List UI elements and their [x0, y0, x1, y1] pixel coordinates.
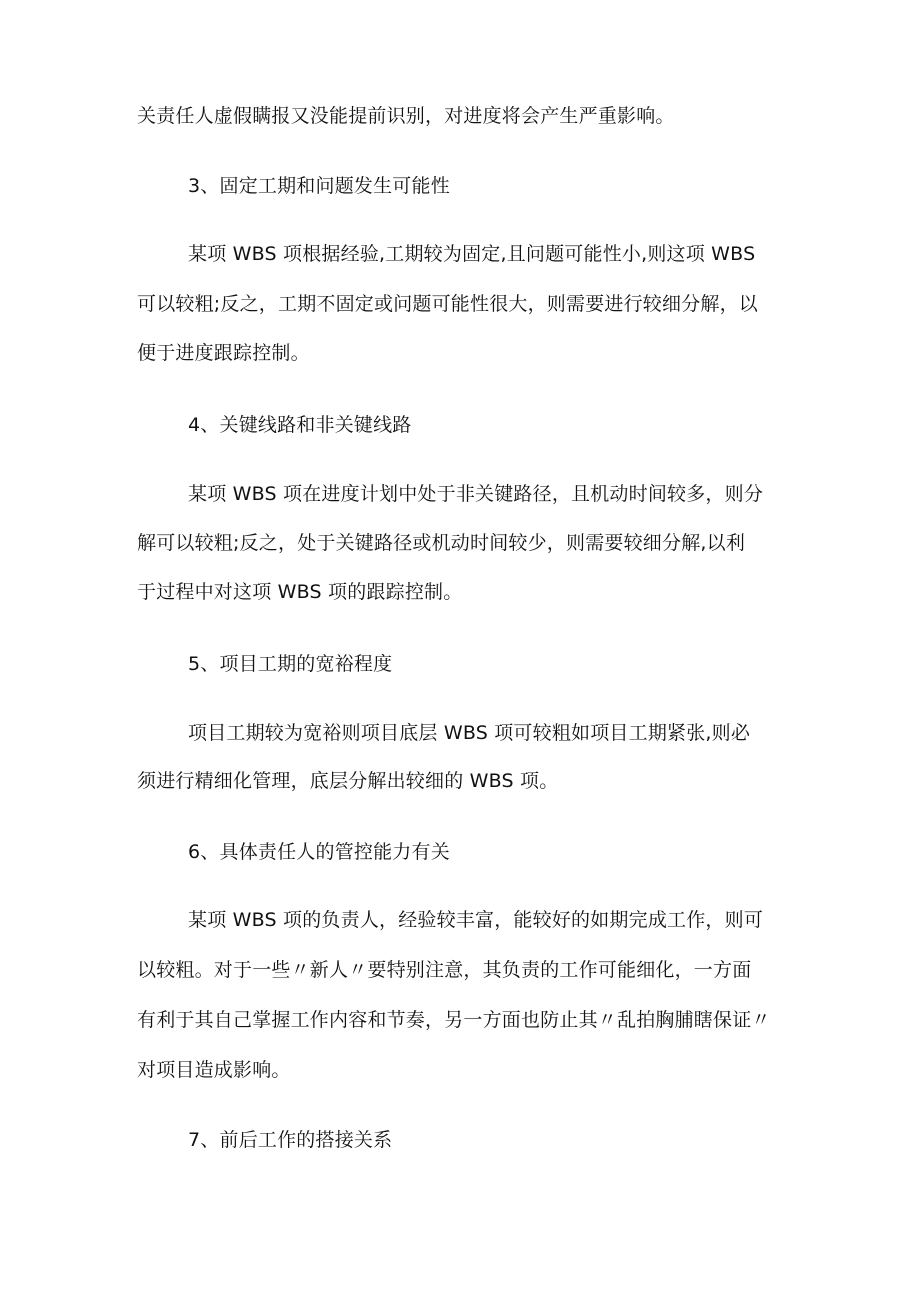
- section-heading-7: 7、前后工作的搭接关系: [188, 1129, 393, 1151]
- paragraph-line: 关责任人虚假瞒报又没能提前识别，对进度将会产生严重影响。: [137, 105, 675, 127]
- section-heading-6: 6、具体责任人的管控能力有关: [188, 841, 450, 863]
- paragraph-line: 解可以较粗;反之，处于关键路径或机动时间较少，则需要较细分解,以利: [137, 532, 746, 554]
- paragraph-line: 有利于其自己掌握工作内容和节奏，另一方面也防止其〃乱拍胸脯瞎保证〃: [137, 1009, 771, 1031]
- paragraph-line: 可以较粗;反之，工期不固定或问题可能性很大，则需要进行较细分解，以: [137, 293, 759, 315]
- paragraph-line: 以较粗。对于一些〃新人〃要特别注意，其负责的工作可能细化，一方面: [137, 959, 752, 981]
- paragraph-line: 某项 WBS 项的负责人，经验较丰富，能较好的如期完成工作，则可: [188, 909, 764, 931]
- section-heading-5: 5、项目工期的宽裕程度: [188, 653, 393, 675]
- paragraph-line: 便于进度跟踪控制。: [137, 342, 310, 364]
- paragraph-line: 某项 WBS 项根据经验,工期较为固定,且问题可能性小,则这项 WBS: [188, 243, 756, 265]
- section-heading-4: 4、关键线路和非关键线路: [188, 414, 412, 436]
- paragraph-line: 对项目造成影响。: [137, 1059, 291, 1081]
- paragraph-line: 某项 WBS 项在进度计划中处于非关键路径，且机动时间较多，则分: [188, 483, 764, 505]
- section-heading-3: 3、固定工期和问题发生可能性: [188, 175, 450, 197]
- paragraph-line: 须进行精细化管理，底层分解出较细的 WBS 项。: [137, 770, 559, 792]
- paragraph-line: 于过程中对这项 WBS 项的跟踪控制。: [137, 581, 463, 603]
- paragraph-line: 项目工期较为宽裕则项目底层 WBS 项可较粗如项目工期紧张,则必: [188, 722, 751, 744]
